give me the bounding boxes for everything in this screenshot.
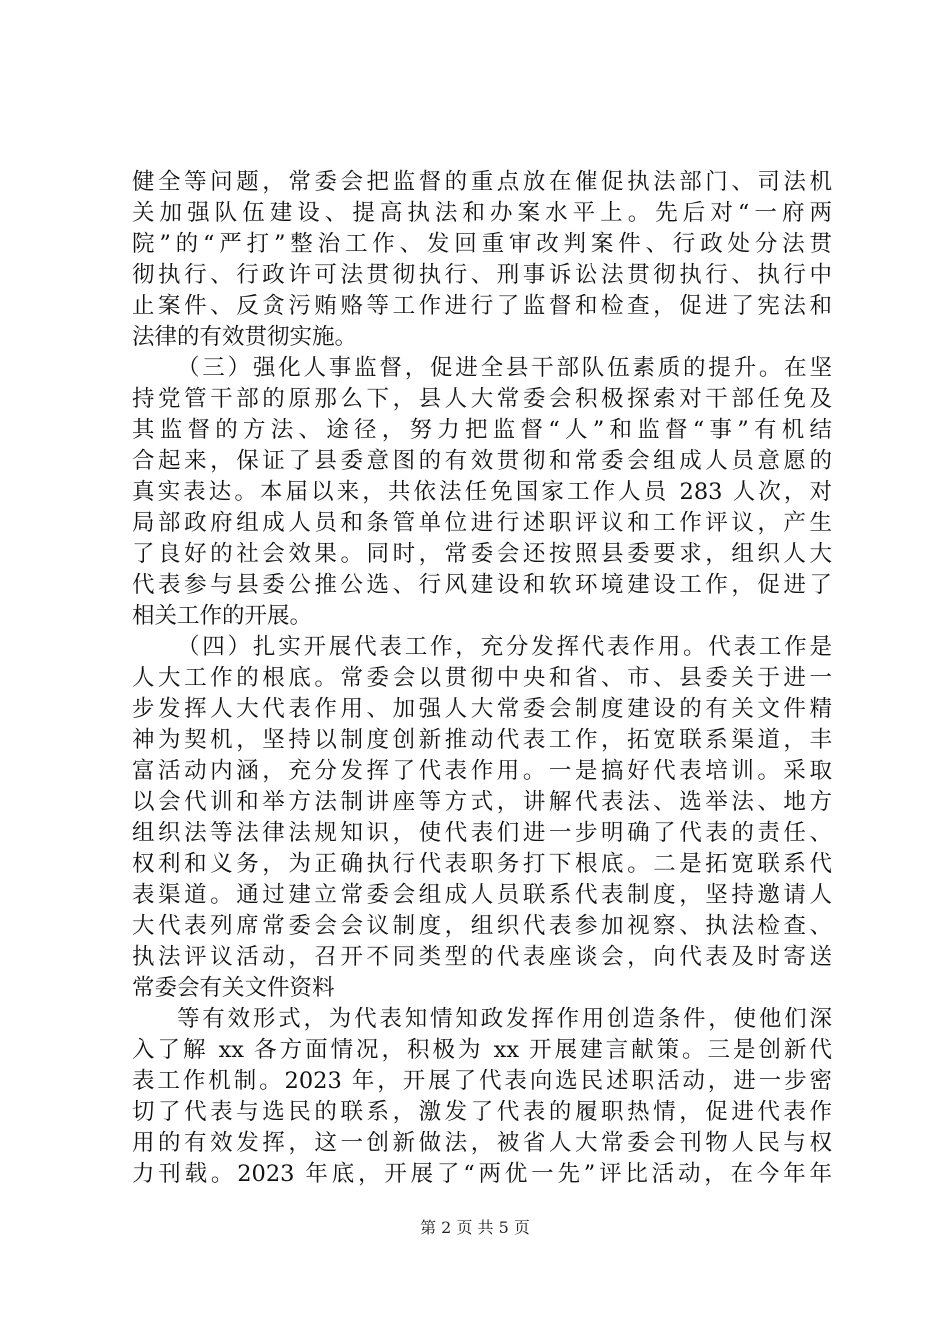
text-line: 以会代训和举方法制讲座等方式，讲解代表法、选举法、地方 (132, 789, 832, 815)
text-line: 止案件、反贪污贿赂等工作进行了监督和检查，促进了宪法和 (132, 293, 832, 319)
text-line: 持党管干部的原那么下，县人大常委会积极探索对干部任免及 (132, 386, 832, 412)
text-line: 局部政府组成人员和条管单位进行述职评议和工作评议，产生 (132, 510, 832, 536)
document-body (132, 167, 832, 1190)
text-line: （三）强化人事监督，促进全县干部队伍素质的提升。在坚 (177, 355, 832, 381)
text-line: （四）扎实开展代表工作，充分发挥代表作用。代表工作是 (177, 634, 832, 660)
text-line: 执法评议活动，召开不同类型的代表座谈会，向代表及时寄送 (132, 944, 832, 970)
text-line: 组织法等法律法规知识，使代表们进一步明确了代表的责任、 (132, 820, 832, 846)
text-line: 表渠道。通过建立常委会组成人员联系代表制度，坚持邀请人 (132, 882, 832, 908)
text-line: 其监督的方法、途径，努力把监督“人”和监督“事”有机结 (132, 417, 832, 443)
text-line: 步发挥人大代表作用、加强人大常委会制度建设的有关文件精 (132, 696, 832, 722)
text-line: 彻执行、行政许可法贯彻执行、刑事诉讼法贯彻执行、执行中 (132, 262, 832, 288)
text-line: 等有效形式，为代表知情知政发挥作用创造条件，使他们深 (177, 1006, 832, 1032)
text-line: 大代表列席常委会会议制度，组织代表参加视察、执法检查、 (132, 913, 832, 939)
page-footer: 第 2 页 共 5 页 (420, 1218, 530, 1237)
text-line: 真实表达。本届以来，共依法任免国家工作人员 283 人次，对 (132, 479, 832, 505)
text-line: 切了代表与选民的联系，激发了代表的履职热情，促进代表作 (132, 1099, 832, 1125)
text-line: 用的有效发挥，这一创新做法，被省人大常委会刊物人民与权 (132, 1130, 832, 1156)
text-line: 法律的有效贯彻实施。 (132, 324, 358, 350)
text-line: 权利和义务，为正确执行代表职务打下根底。二是拓宽联系代 (132, 851, 832, 877)
text-line: 合起来，保证了县委意图的有效贯彻和常委会组成人员意愿的 (132, 448, 832, 474)
text-line: 院”的“严打”整治工作、发回重审改判案件、行政处分法贯 (132, 231, 832, 257)
text-line: 了良好的社会效果。同时，常委会还按照县委要求，组织人大 (132, 541, 832, 567)
text-line: 入了解 xx 各方面情况，积极为 xx 开展建言献策。三是创新代 (132, 1037, 832, 1063)
text-line: 神为契机，坚持以制度创新推动代表工作，拓宽联系渠道，丰 (132, 727, 832, 753)
text-line: 健全等问题，常委会把监督的重点放在催促执法部门、司法机 (132, 169, 832, 195)
text-line: 富活动内涵，充分发挥了代表作用。一是搞好代表培训。采取 (132, 758, 832, 784)
text-line: 相关工作的开展。 (132, 603, 313, 629)
text-line: 常委会有关文件资料 (132, 975, 335, 1001)
text-line: 关加强队伍建设、提高执法和办案水平上。先后对“一府两 (132, 200, 832, 226)
text-line: 表工作机制。2023 年，开展了代表向选民述职活动，进一步密 (132, 1068, 832, 1094)
text-line: 力刊载。2023 年底，开展了“两优一先”评比活动，在今年年 (132, 1161, 832, 1187)
text-line: 人大工作的根底。常委会以贯彻中央和省、市、县委关于进一 (132, 665, 832, 691)
text-line: 代表参与县委公推公选、行风建设和软环境建设工作，促进了 (132, 572, 832, 598)
